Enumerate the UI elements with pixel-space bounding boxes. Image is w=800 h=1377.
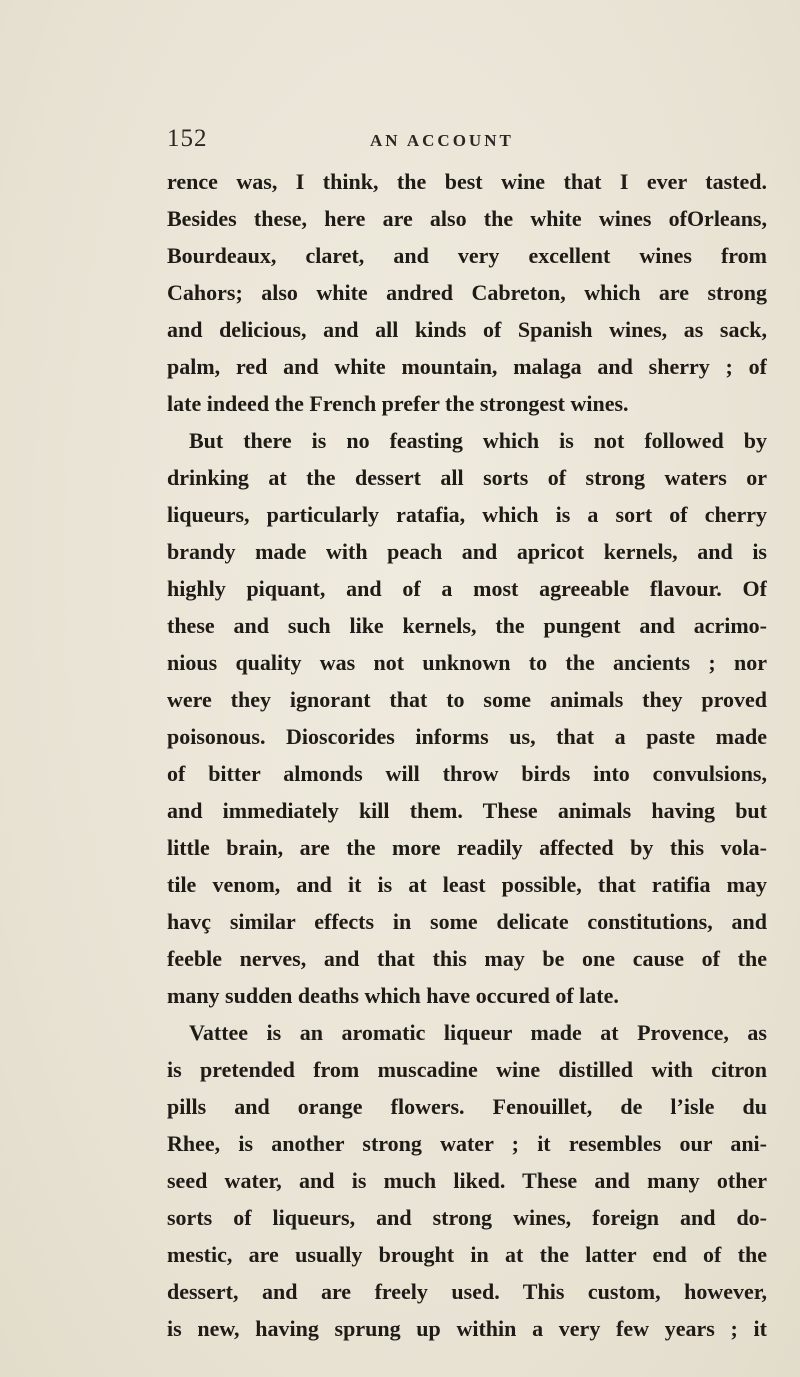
text-line: dessert, and are freely used. This custom, however, <box>167 1279 767 1304</box>
text-line: liqueurs, particularly ratafia, which is a sort of cherry <box>167 502 767 527</box>
text-line: little brain, are the more readily affected by this vola- <box>167 835 767 860</box>
text-line: nious quality was not unknown to the ancients ; nor <box>167 650 767 675</box>
text-line: were they ignorant that to some animals they proved <box>167 687 767 712</box>
text-line: Cahors; also white andred Cabreton, which are strong <box>167 280 767 305</box>
text-line: many sudden deaths which have occured of late. <box>167 983 619 1008</box>
text-line: Vattee is an aromatic liqueur made at Provence, as <box>189 1020 767 1045</box>
text-line: mestic, are usually brought in at the latter end of the <box>167 1242 767 1267</box>
text-line: and delicious, and all kinds of Spanish wines, as sack, <box>167 317 767 342</box>
text-line: is new, having sprung up within a very few years ; it <box>167 1316 767 1341</box>
text-line: feeble nerves, and that this may be one cause of the <box>167 946 767 971</box>
text-line: sorts of liqueurs, and strong wines, foreign and do- <box>167 1205 767 1230</box>
text-line: havç similar effects in some delicate constitutions, and <box>167 909 767 934</box>
text-line: and immediately kill them. These animals having but <box>167 798 767 823</box>
text-line: tile venom, and it is at least possible, that ratifia may <box>167 872 767 897</box>
text-line: is pretended from muscadine wine distilled with citron <box>167 1057 767 1082</box>
text-line: of bitter almonds will throw birds into convulsions, <box>167 761 767 786</box>
text-line: But there is no feasting which is not followed by <box>189 428 767 453</box>
running-head: AN ACCOUNT <box>370 131 514 150</box>
text-line: rence was, I think, the best wine that I ever tasted. <box>167 169 767 194</box>
text-line: highly piquant, and of a most agreeable flavour. Of <box>167 576 767 601</box>
text-line: poisonous. Dioscorides informs us, that a paste made <box>167 724 767 749</box>
page-number: 152 <box>167 125 208 152</box>
body-text <box>167 163 767 1347</box>
text-line: Besides these, here are also the white wines ofOrleans, <box>167 206 767 231</box>
text-line: late indeed the French prefer the strongest wines. <box>167 391 629 416</box>
text-line: Rhee, is another strong water ; it resembles our ani- <box>167 1131 767 1156</box>
text-line: brandy made with peach and apricot kernels, and is <box>167 539 767 564</box>
text-line: seed water, and is much liked. These and many other <box>167 1168 767 1193</box>
text-line: pills and orange flowers. Fenouillet, de l’isle du <box>167 1094 767 1119</box>
text-line: these and such like kernels, the pungent and acrimo- <box>167 613 767 638</box>
page-header <box>0 125 800 155</box>
text-line: drinking at the dessert all sorts of strong waters or <box>167 465 767 490</box>
text-line: palm, red and white mountain, malaga and sherry ; of <box>167 354 767 379</box>
text-line: Bourdeaux, claret, and very excellent wines from <box>167 243 767 268</box>
